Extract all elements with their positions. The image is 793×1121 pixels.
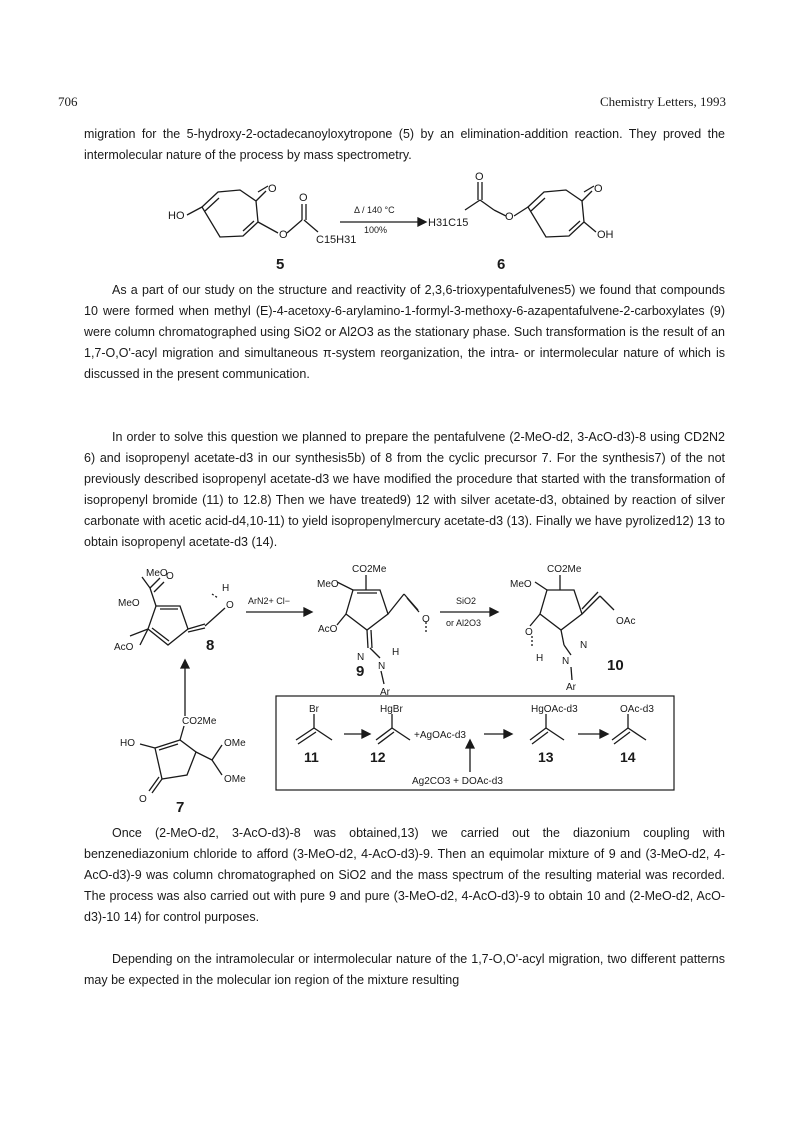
s1-label-5: 5 (276, 256, 285, 273)
s1-conditions-top: Δ / 140 °C (354, 205, 395, 215)
s2-hgoac: HgOAc-d3 (531, 704, 578, 715)
s1-label-6: 6 (497, 256, 506, 273)
s2-10-n1: N (580, 640, 588, 651)
s2-label-7: 7 (176, 799, 185, 816)
s2-9-aco: AcO (318, 624, 338, 635)
s2-9-n1: N (357, 652, 365, 663)
s1-o-ester: O (279, 229, 288, 241)
s2-8-h: H (222, 583, 230, 594)
s2-10-o: O (525, 627, 533, 638)
paragraph-4-text: Depending on the intramolecular or intermolecular nature of the 1,7-O,O'-acyl migration, two different patterns may be expected in the molecular ion region of the mixture resulting (84, 952, 725, 987)
s2-label-11: 11 (304, 749, 319, 765)
s2-label-12: 12 (370, 749, 386, 765)
s2-10-ar: Ar (566, 682, 576, 693)
s2-or-al2o3: or Al2O3 (446, 618, 482, 628)
s1-o-ester-6: O (505, 211, 514, 223)
s2-label-8: 8 (206, 637, 215, 654)
s2-ag2co3: Ag2CO3 + DOAc-d3 (412, 776, 503, 787)
paragraph-0-text: migration for the 5-hydroxy-2-octadecanoyloxytropone (5) by an elimination-addition reaction. They proved the intermolecular nature of the process by mass spectrometry. (84, 127, 725, 162)
s1-c15h31: C15H31 (316, 234, 357, 246)
s2-9-o: O (422, 614, 430, 625)
s1-o-ketone: O (268, 183, 277, 195)
s1-oh: OH (597, 229, 614, 241)
s2-10-h: H (536, 653, 544, 664)
s2-agoac: +AgOAc-d3 (414, 730, 466, 741)
s2-10-oac: OAc (616, 616, 636, 627)
s2-arn2cl: ArN2+ Cl− (248, 596, 291, 606)
s2-10-co2me: CO2Me (547, 564, 582, 575)
s1-ho: HO (168, 210, 185, 222)
paragraph-3-text: Once (2-MeO-d2, 3-AcO-d3)-8 was obtained,13) we carried out the diazonium coupling with benzenediazonium chloride to afford (3-MeO-d2, 4-AcO-d3)-9. Then an equimolar mixture of 9 and (3-MeO-d2, 4-AcO-d3)-9 was column chromatographed on SiO2 and the mass spectrum of the resulting material was recorded. The process was also carried out with pure 9 and pure (3-MeO-d2, 4-AcO-d3)-9 to obtain 10 and (2-MeO-d2, AcO-d3)-10 14) for control purposes. (84, 826, 725, 924)
paragraph-1-text: As a part of our study on the structure and reactivity of 2,3,6-trioxypentafulvenes5) we found that compounds 10 were formed when methyl (E)-4-acetoxy-6-arylamino-1-formyl-3-methoxy-6-azapentafulvene-2-carboxylates (9) were column chromatographed using SiO2 or Al2O3 as the stationary phase. Such transformation is the result of an 1,7-O,O'-acyl migration and simultaneous π-system reorganization, the intra- or intermolecular nature of which is discussed in the present communication. (84, 283, 725, 381)
s2-8-meo: MeO (118, 598, 140, 609)
s2-sio2: SiO2 (456, 596, 477, 606)
s2-label-9: 9 (356, 663, 365, 680)
s1-h31c15: H31C15 (428, 217, 469, 229)
s2-8-o-aldehyde: O (226, 600, 234, 611)
running-head: Chemistry Letters, 1993 (599, 94, 726, 109)
s1-conditions-bottom: 100% (364, 225, 388, 235)
s2-9-ar: Ar (380, 687, 390, 698)
s2-8-o-carbonyl: O (166, 571, 174, 582)
s2-7-ome-2: OMe (224, 774, 246, 785)
s2-8-meo-ester: MeO (146, 568, 168, 579)
s2-9-n2: N (378, 661, 386, 672)
paragraph-2-text: In order to solve this question we planned to prepare the pentafulvene (2-MeO-d2, 3-AcO-d3)-8 using CD2N2 6) and isopropenyl acetate-d3 in our synthesis5b) of 8 from the cyclic precursor 7. For the synthesis7) of the not previously described isopropenyl acetate-d3 we have modified the procedure that started with the transformation of isopropenyl bromide (11) to 12.8) Then we have treated9) 12 with silver acetate-d3, obtained by reaction of silver carbonate with acetic acid-d4,10-11) to yield isopropenylmercury acetate-d3 (13). Finally we have pyrolized12) 13 to obtain isopropenyl acetate-d3 (14). (84, 430, 725, 549)
s2-oac-d3: OAc-d3 (620, 704, 654, 715)
s1-o-carbonyl-6: O (475, 171, 484, 183)
s1-o-carbonyl: O (299, 192, 308, 204)
s2-label-14: 14 (620, 749, 636, 765)
s2-7-co2me: CO2Me (182, 716, 217, 727)
s1-o-ketone-6: O (594, 183, 603, 195)
s2-7-o: O (139, 794, 147, 805)
s2-9-meo: MeO (317, 579, 339, 590)
paragraph-4 (84, 949, 725, 991)
page-number: 706 (58, 94, 78, 109)
s2-7-ho: HO (120, 738, 135, 749)
s2-10-meo: MeO (510, 579, 532, 590)
s2-9-co2me: CO2Me (352, 564, 387, 575)
s2-br: Br (309, 704, 319, 715)
s2-8-aco: AcO (114, 642, 134, 653)
s2-7-ome-1: OMe (224, 738, 246, 749)
s2-hgbr: HgBr (380, 704, 403, 715)
s2-9-h: H (392, 647, 400, 658)
s2-10-n2: N (562, 656, 570, 667)
s2-label-13: 13 (538, 749, 554, 765)
s2-label-10: 10 (607, 657, 624, 674)
paragraph-3 (84, 823, 725, 928)
